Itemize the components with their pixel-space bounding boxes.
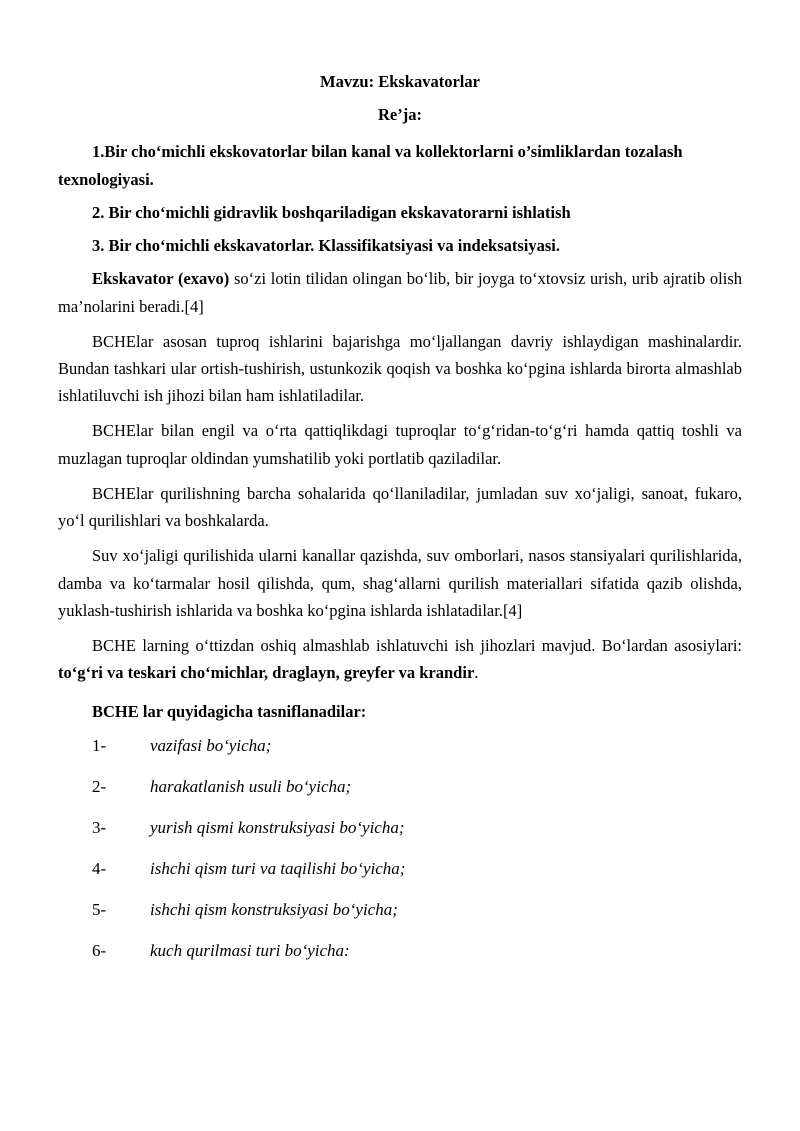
paragraph-2: BCHElar bilan engil va o‘rta qattiqlikdagi tuproqlar to‘g‘ridan-to‘g‘ri hamda qattiq toshli va muzlagan tuproqlar oldindan yumshatilib yoki portlatib qaziladilar.	[58, 421, 742, 468]
list-item-label: yurish qismi konstruksiyasi bo‘yicha;	[150, 817, 405, 837]
list-item	[58, 773, 742, 801]
plan-item-1: 1.Bir cho‘michli ekskovatorlar bilan kanal va kollektorlarni o’simliklardan tozalash texnologiyasi.	[58, 142, 683, 189]
list-item	[58, 814, 742, 842]
list-item-number: 5-	[92, 899, 107, 919]
list-item	[58, 896, 742, 924]
term-ekskavator-rest: so‘zi lotin tilidan olingan bo‘lib, bir joyga to‘xtovsiz urish, urib ajratib olish ma’nolarini beradi.[4]	[58, 269, 742, 316]
document-body	[58, 68, 742, 965]
list-item-label: harakatlanish usuli bo‘yicha;	[150, 776, 352, 796]
list-item	[58, 855, 742, 883]
list-item-number: 4-	[92, 858, 107, 878]
plan-item-2: 2. Bir cho‘michli gidravlik boshqariladigan ekskavatorarni ishlatish	[92, 202, 571, 222]
term-ekskavator: Ekskavator (exavo)	[92, 269, 230, 289]
classification-list	[58, 732, 742, 965]
list-item-number: 1-	[92, 735, 107, 755]
list-item-number: 6-	[92, 940, 107, 960]
list-item-label: ishchi qism konstruksiyasi bo‘yicha;	[150, 899, 398, 919]
list-item-label: vazifasi bo‘yicha;	[150, 735, 272, 755]
classification-heading: BCHE lar quyidagicha tasniflanadilar:	[92, 702, 367, 722]
paragraph-1: BCHElar asosan tuproq ishlarini bajarishga mo‘ljallangan davriy ishlaydigan mashinalardir. Bundan tashkari ular ortish-tushirish, ustunkozik qoqish va boshka ko‘pgina ishlarda birorta almashlab ishlatiluvchi ish jihozi bilan ham ishlatiladilar.	[58, 331, 742, 406]
paragraph-equipment-end: .	[474, 663, 479, 683]
paragraph-equipment-start: BCHE larning o‘ttizdan oshiq almashlab ishlatuvchi ish jihozlari mavjud. Bo‘lardan asosiylari:	[92, 635, 742, 655]
paragraph-definition	[58, 265, 742, 319]
list-item-label: ishchi qism turi va taqilishi bo‘yicha;	[150, 858, 406, 878]
list-item	[58, 937, 742, 965]
paragraph-equipment	[58, 632, 742, 686]
list-item-number: 2-	[92, 776, 107, 796]
list-item-label: kuch qurilmasi turi bo‘yicha:	[150, 940, 350, 960]
list-item-number: 3-	[92, 817, 107, 837]
paragraph-4: Suv xo‘jaligi qurilishida ularni kanallar qazishda, suv omborlari, nasos stansiyalari qurilishlarida, damba va ko‘tarmalar hosil qilishda, qum, shag‘allarni qurilish materiallari sifatida qazib olishda, yuklash-tushirish ishlarida va boshka ko‘pgina ishlarda ishlatadilar.[4]	[58, 546, 742, 620]
paragraph-3: BCHElar qurilishning barcha sohalarida qo‘llaniladilar, jumladan suv xo‘jaligi, sanoat, fukaro, yo‘l qurilishlari va boshkalarda.	[58, 483, 742, 531]
paragraph-equipment-bold: to‘g‘ri va teskari cho‘michlar, draglayn, greyfer va krandir	[58, 663, 475, 683]
plan-item-3: 3. Bir cho‘michli ekskavatorlar. Klassifikatsiyasi va indeksatsiyasi.	[92, 236, 561, 256]
list-item	[58, 732, 742, 760]
page-title: Mavzu: Ekskavatorlar	[320, 72, 480, 91]
plan-heading: Re’ja:	[378, 105, 422, 125]
